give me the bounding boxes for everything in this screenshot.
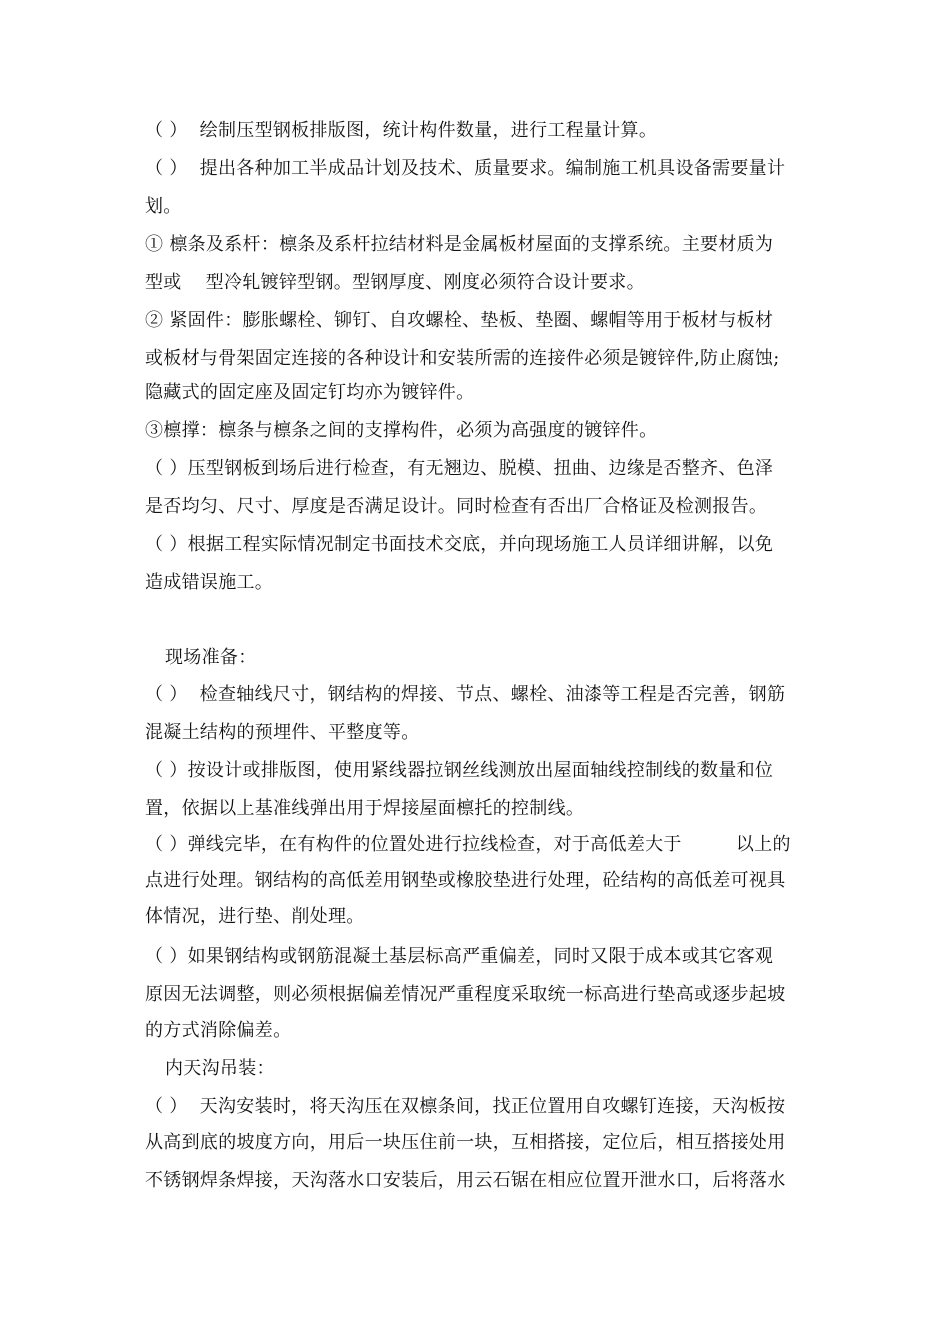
- text-line: 从高到底的坡度方向，用后一块压住前一块，互相搭接，定位后，相互搭接处用: [145, 1132, 786, 1153]
- text-line: 隐藏式的固定座及固定钉均亦为镀锌件。: [145, 382, 475, 403]
- text-line: ② 紧固件：膨胀螺栓、铆钉、自攻螺栓、垫板、垫圈、螺帽等用于板材与板材: [145, 310, 774, 331]
- text-line: 点进行处理。钢结构的高低差用钢垫或橡胶垫进行处理，砼结构的高低差可视具: [145, 870, 786, 891]
- text-line: 不锈钢焊条焊接，天沟落水口安装后，用云石锯在相应位置开泄水口，后将落水: [145, 1170, 786, 1191]
- text-line: （ ） 检查轴线尺寸，钢结构的焊接、节点、螺栓、油漆等工程是否完善，钢筋: [145, 684, 786, 705]
- text-line: 原因无法调整，则必须根据偏差情况严重程度采取统一标高进行垫高或逐步起坡: [145, 984, 786, 1005]
- text-line: （ ）弹线完毕，在有构件的位置处进行拉线检查，对于高低差大于 以上的: [145, 834, 791, 855]
- text-line: （ ）如果钢结构或钢筋混凝土基层标高严重偏差，同时又限于成本或其它客观: [145, 946, 774, 967]
- text-line: 体情况，进行垫、削处理。: [145, 906, 365, 927]
- text-line: （ ）根据工程实际情况制定书面技术交底，并向现场施工人员详细讲解，以免: [145, 534, 774, 555]
- text-line: （ ）压型钢板到场后进行检查，有无翘边、脱模、扭曲、边缘是否整齐、色泽: [145, 458, 774, 479]
- text-line: 型或 型冷轧镀锌型钢。型钢厚度、刚度必须符合设计要求。: [145, 272, 645, 293]
- text-line: 是否均匀、尺寸、厚度是否满足设计。同时检查有否出厂合格证及检测报告。: [145, 496, 768, 517]
- text-line: 置，依据以上基准线弹出用于焊接屋面檩托的控制线。: [145, 798, 585, 819]
- section-heading: 现场准备：: [165, 647, 257, 668]
- text-line: 混凝土结构的预埋件、平整度等。: [145, 722, 420, 743]
- text-line: ③檩撑：檩条与檩条之间的支撑构件，必须为高强度的镀锌件。: [145, 420, 658, 441]
- text-line: ① 檩条及系杆：檩条及系杆拉结材料是金属板材屋面的支撑系统。主要材质为: [145, 234, 774, 255]
- section-heading: 内天沟吊装：: [165, 1058, 275, 1079]
- text-line: （ ） 绘制压型钢板排版图，统计构件数量，进行工程量计算。: [145, 120, 658, 141]
- text-line: （ ）按设计或排版图，使用紧线器拉钢丝线测放出屋面轴线控制线的数量和位: [145, 760, 774, 781]
- text-line: 造成错误施工。: [145, 572, 274, 593]
- text-line: 划。: [145, 196, 182, 217]
- text-line: （ ） 提出各种加工半成品计划及技术、质量要求。编制施工机具设备需要量计: [145, 158, 786, 179]
- text-line: 的方式消除偏差。: [145, 1020, 292, 1041]
- text-line: （ ） 天沟安装时，将天沟压在双檩条间，找正位置用自攻螺钉连接，天沟板按: [145, 1096, 786, 1117]
- text-line: 或板材与骨架固定连接的各种设计和安装所需的连接件必须是镀锌件,防止腐蚀;: [145, 348, 780, 369]
